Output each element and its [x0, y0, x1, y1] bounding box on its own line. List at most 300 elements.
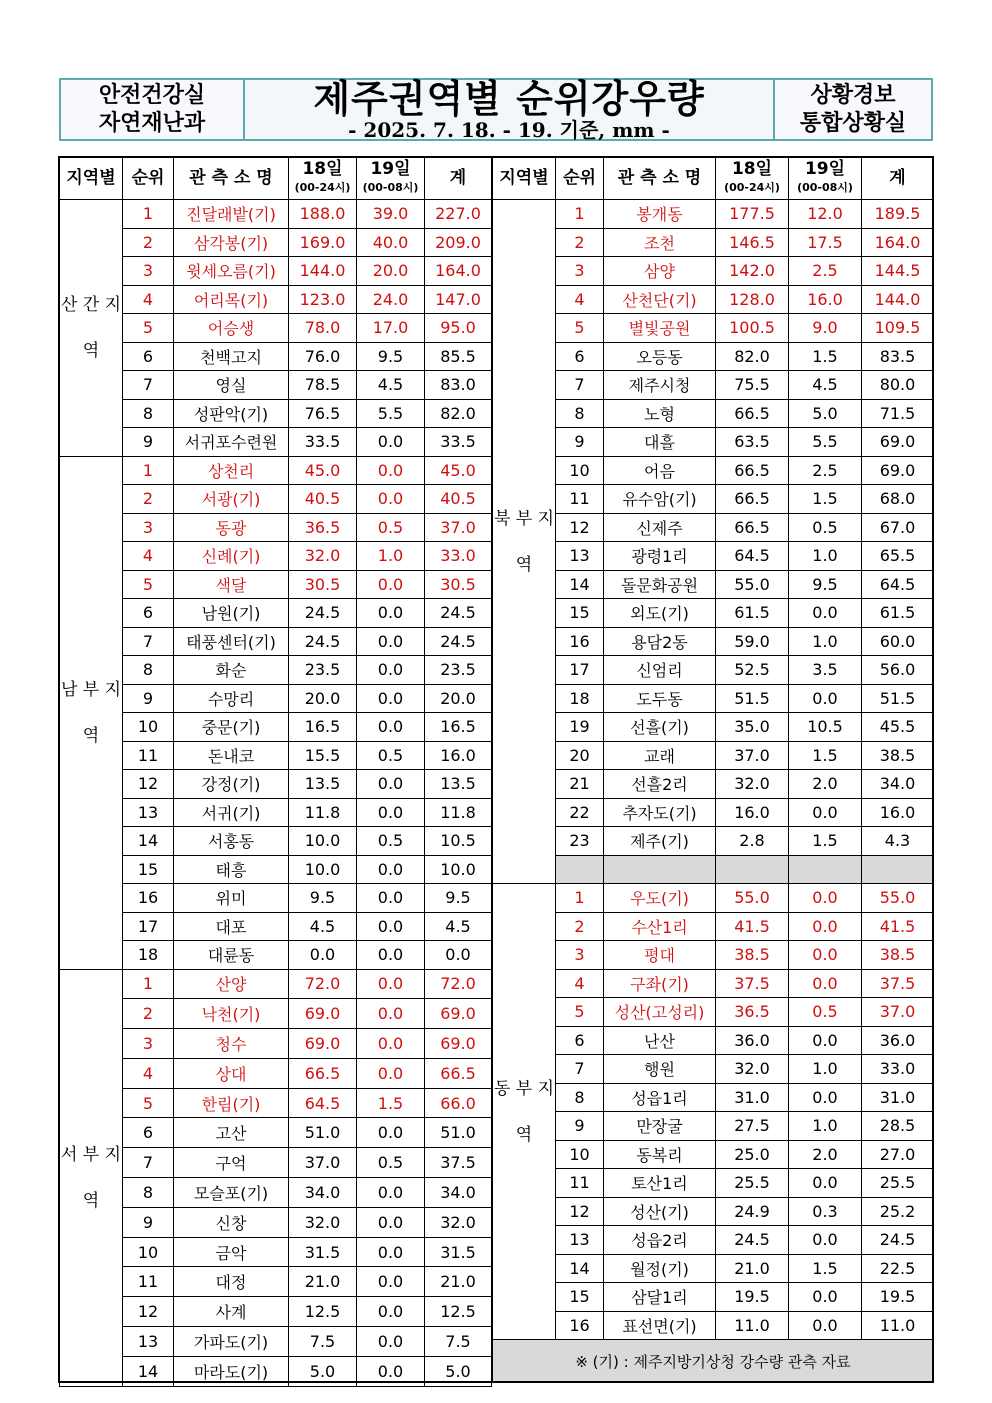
region-label: 북 부 지 역 [493, 200, 556, 884]
table-row [60, 1029, 492, 1059]
station-name: 서홍동 [174, 827, 289, 856]
rain-day19: 0.0 [789, 1026, 862, 1055]
rain-total: 24.5 [862, 1226, 934, 1255]
rain-day18: 64.5 [289, 1088, 357, 1118]
rank-cell: 17 [123, 912, 174, 941]
rain-day19: 0.0 [357, 941, 425, 970]
rain-day18: 9.5 [289, 884, 357, 913]
region-label: 남 부 지 역 [60, 456, 123, 969]
rain-day19: 9.5 [357, 342, 425, 371]
station-name: 돈내코 [174, 741, 289, 770]
rank-cell: 16 [556, 627, 604, 656]
department-line1: 안전건강실 [98, 82, 206, 108]
rain-total: 37.0 [862, 998, 934, 1027]
station-name: 성산(고성리) [604, 998, 716, 1027]
rain-day18: 7.5 [289, 1327, 357, 1357]
rank-cell: 6 [123, 599, 174, 628]
rain-total: 51.5 [862, 684, 934, 713]
col-day19: 19일 (00-08시) [789, 158, 862, 200]
rain-day19: 12.0 [789, 200, 862, 229]
rain-day18: 32.0 [289, 1207, 357, 1237]
rank-cell: 11 [123, 1267, 174, 1297]
report-header [59, 78, 933, 141]
table-row [493, 798, 934, 827]
rain-day18: 19.5 [716, 1283, 789, 1312]
table-row [493, 1140, 934, 1169]
rain-day18: 36.5 [289, 513, 357, 542]
rank-cell: 1 [556, 884, 604, 913]
rain-total: 95.0 [425, 314, 492, 343]
table-row [60, 200, 492, 229]
rain-total: 4.5 [425, 912, 492, 941]
table-row [60, 485, 492, 514]
rain-day19: 0.5 [357, 513, 425, 542]
station-name: 상천리 [174, 456, 289, 485]
table-row [493, 1226, 934, 1255]
rain-total: 31.0 [862, 1083, 934, 1112]
rank-cell: 1 [123, 456, 174, 485]
station-name: 색달 [174, 570, 289, 599]
rain-total: 25.5 [862, 1169, 934, 1198]
rain-day18: 24.5 [289, 599, 357, 628]
rain-day19: 20.0 [357, 257, 425, 286]
table-row [60, 912, 492, 941]
table-row [60, 285, 492, 314]
table-row [60, 599, 492, 628]
rank-cell: 5 [556, 314, 604, 343]
rain-total: 68.0 [862, 485, 934, 514]
rain-day19: 0.0 [357, 1356, 425, 1386]
rank-cell: 5 [123, 1088, 174, 1118]
station-name: 성읍1리 [604, 1083, 716, 1112]
table-row [493, 1112, 934, 1141]
table-row [60, 1088, 492, 1118]
empty-cell [862, 855, 934, 884]
left-rainfall-table [59, 157, 492, 1387]
rank-cell: 15 [556, 1283, 604, 1312]
table-row [493, 969, 934, 998]
rain-total: 45.5 [862, 713, 934, 742]
table-row [60, 684, 492, 713]
rain-day18: 35.0 [716, 713, 789, 742]
footnote-row [493, 1340, 934, 1383]
table-row [60, 570, 492, 599]
rain-day18: 55.0 [716, 884, 789, 913]
rain-day19: 0.0 [357, 1029, 425, 1059]
rain-day18: 11.8 [289, 798, 357, 827]
rain-day18: 32.0 [716, 1055, 789, 1084]
rain-day18: 4.5 [289, 912, 357, 941]
rank-cell: 4 [556, 969, 604, 998]
station-name: 행원 [604, 1055, 716, 1084]
station-name: 영실 [174, 371, 289, 400]
department-line2: 자연재난과 [98, 110, 206, 136]
col-day18: 18일 (00-24시) [716, 158, 789, 200]
rank-cell: 2 [556, 228, 604, 257]
rank-cell: 22 [556, 798, 604, 827]
rank-cell: 12 [556, 1197, 604, 1226]
table-row [60, 428, 492, 457]
rain-day18: 52.5 [716, 656, 789, 685]
rank-cell: 11 [556, 485, 604, 514]
report-title: 제주권역별 순위강우량 [313, 76, 705, 121]
col-station: 관 측 소 명 [604, 158, 716, 200]
rank-cell: 7 [556, 371, 604, 400]
table-row [493, 713, 934, 742]
station-name: 어음 [604, 456, 716, 485]
rain-day18: 25.0 [716, 1140, 789, 1169]
station-name: 삼각봉(기) [174, 228, 289, 257]
header-title-block [243, 76, 775, 142]
rain-total: 85.5 [425, 342, 492, 371]
station-name: 동광 [174, 513, 289, 542]
empty-cell [789, 855, 862, 884]
rain-total: 19.5 [862, 1283, 934, 1312]
rain-day19: 1.0 [357, 542, 425, 571]
rank-cell: 3 [123, 1029, 174, 1059]
station-name: 금악 [174, 1237, 289, 1267]
table-row [493, 1055, 934, 1084]
col-station: 관 측 소 명 [174, 158, 289, 200]
rain-day18: 5.0 [289, 1356, 357, 1386]
rain-day19: 2.0 [789, 1140, 862, 1169]
rank-cell: 18 [123, 941, 174, 970]
station-name: 성읍2리 [604, 1226, 716, 1255]
rain-day18: 0.0 [289, 941, 357, 970]
rank-cell: 7 [123, 627, 174, 656]
rain-day19: 1.5 [789, 342, 862, 371]
rain-total: 227.0 [425, 200, 492, 229]
rain-day19: 0.0 [357, 1178, 425, 1208]
station-name: 제주시청 [604, 371, 716, 400]
rain-day18: 59.0 [716, 627, 789, 656]
rank-cell: 4 [123, 542, 174, 571]
rank-cell: 12 [556, 513, 604, 542]
rank-cell: 1 [556, 200, 604, 229]
rain-day18: 128.0 [716, 285, 789, 314]
rank-cell: 12 [123, 1297, 174, 1327]
rain-total: 34.0 [425, 1178, 492, 1208]
rain-day19: 0.5 [357, 741, 425, 770]
station-name: 평대 [604, 941, 716, 970]
empty-cell [556, 855, 604, 884]
rain-day18: 51.0 [289, 1118, 357, 1148]
rank-cell: 3 [123, 513, 174, 542]
station-name: 봉개동 [604, 200, 716, 229]
rain-day18: 142.0 [716, 257, 789, 286]
rain-total: 37.5 [862, 969, 934, 998]
rain-total: 24.5 [425, 627, 492, 656]
rain-day19: 1.0 [789, 542, 862, 571]
rain-day18: 33.5 [289, 428, 357, 457]
rain-day18: 40.5 [289, 485, 357, 514]
station-name: 남원(기) [174, 599, 289, 628]
table-row [60, 1356, 492, 1386]
rain-day19: 9.5 [789, 570, 862, 599]
rain-total: 144.0 [862, 285, 934, 314]
rain-total: 37.0 [425, 513, 492, 542]
table-row [60, 456, 492, 485]
rank-cell: 13 [556, 1226, 604, 1255]
station-name: 수산1리 [604, 912, 716, 941]
station-name: 대정 [174, 1267, 289, 1297]
rain-day18: 61.5 [716, 599, 789, 628]
station-name: 추자도(기) [604, 798, 716, 827]
table-row [493, 627, 934, 656]
station-name: 어리목(기) [174, 285, 289, 314]
rank-cell: 3 [556, 941, 604, 970]
station-name: 선흘2리 [604, 770, 716, 799]
station-name: 교래 [604, 741, 716, 770]
rain-day18: 69.0 [289, 999, 357, 1029]
rain-total: 21.0 [425, 1267, 492, 1297]
table-row [60, 228, 492, 257]
table-row [493, 1026, 934, 1055]
table-row [60, 399, 492, 428]
rain-day18: 76.0 [289, 342, 357, 371]
rain-total: 66.0 [425, 1088, 492, 1118]
rain-total: 23.5 [425, 656, 492, 685]
rain-day18: 24.5 [289, 627, 357, 656]
rain-day18: 37.0 [716, 741, 789, 770]
rain-total: 7.5 [425, 1327, 492, 1357]
station-name: 산천단(기) [604, 285, 716, 314]
rain-day18: 31.0 [716, 1083, 789, 1112]
table-row [493, 770, 934, 799]
station-name: 청수 [174, 1029, 289, 1059]
station-name: 성산(기) [604, 1197, 716, 1226]
rain-day19: 0.0 [789, 941, 862, 970]
rank-cell: 13 [123, 1327, 174, 1357]
rain-day19: 0.0 [357, 1058, 425, 1088]
rank-cell: 23 [556, 827, 604, 856]
table-row [493, 912, 934, 941]
rain-total: 69.0 [862, 428, 934, 457]
office-line2: 통합상황실 [799, 110, 907, 136]
station-name: 서귀(기) [174, 798, 289, 827]
rank-cell: 10 [556, 1140, 604, 1169]
rank-cell: 9 [556, 428, 604, 457]
station-name: 강정(기) [174, 770, 289, 799]
rain-total: 20.0 [425, 684, 492, 713]
footnote: ※ (기) : 제주지방기상청 강수량 관측 자료 [493, 1340, 934, 1383]
rain-day18: 38.5 [716, 941, 789, 970]
rain-total: 69.0 [862, 456, 934, 485]
report-subtitle: - 2025. 7. 18. - 19. 기준, mm - [348, 117, 670, 142]
table-row [60, 1297, 492, 1327]
table-row [493, 342, 934, 371]
station-name: 만장굴 [604, 1112, 716, 1141]
rain-day18: 20.0 [289, 684, 357, 713]
rain-day18: 188.0 [289, 200, 357, 229]
rank-cell: 14 [123, 827, 174, 856]
rank-cell: 3 [123, 257, 174, 286]
rain-total: 67.0 [862, 513, 934, 542]
rain-day18: 51.5 [716, 684, 789, 713]
rain-day19: 0.5 [357, 1148, 425, 1178]
rain-total: 66.5 [425, 1058, 492, 1088]
rain-day19: 0.0 [789, 884, 862, 913]
rain-total: 72.0 [425, 969, 492, 999]
rain-total: 83.0 [425, 371, 492, 400]
table-row [60, 513, 492, 542]
rank-cell: 12 [123, 770, 174, 799]
rain-day19: 5.5 [357, 399, 425, 428]
rain-total: 10.5 [425, 827, 492, 856]
rain-day18: 24.5 [716, 1226, 789, 1255]
region-label: 동 부 지 역 [493, 884, 556, 1340]
rain-day18: 66.5 [716, 456, 789, 485]
col-total: 계 [862, 158, 934, 200]
station-name: 구좌(기) [604, 969, 716, 998]
station-name: 신창 [174, 1207, 289, 1237]
station-name: 위미 [174, 884, 289, 913]
rank-cell: 2 [123, 999, 174, 1029]
rank-cell: 1 [123, 969, 174, 999]
table-row [493, 485, 934, 514]
rain-total: 45.0 [425, 456, 492, 485]
station-name: 대포 [174, 912, 289, 941]
rain-day19: 17.0 [357, 314, 425, 343]
station-name: 삼양 [604, 257, 716, 286]
table-row [60, 1118, 492, 1148]
rank-cell: 18 [556, 684, 604, 713]
rain-total: 22.5 [862, 1254, 934, 1283]
rain-day19: 16.0 [789, 285, 862, 314]
station-name: 조천 [604, 228, 716, 257]
rain-day19: 0.0 [357, 570, 425, 599]
rank-cell: 2 [123, 228, 174, 257]
rain-day18: 15.5 [289, 741, 357, 770]
rain-total: 30.5 [425, 570, 492, 599]
rank-cell: 7 [556, 1055, 604, 1084]
rain-total: 11.8 [425, 798, 492, 827]
rain-day19: 0.0 [357, 999, 425, 1029]
rain-day19: 4.5 [789, 371, 862, 400]
rank-cell: 2 [556, 912, 604, 941]
station-name: 삼달1리 [604, 1283, 716, 1312]
rank-cell: 9 [556, 1112, 604, 1141]
rain-day18: 27.5 [716, 1112, 789, 1141]
rain-day19: 0.0 [357, 969, 425, 999]
rank-cell: 10 [556, 456, 604, 485]
rain-day19: 0.0 [357, 884, 425, 913]
table-row [493, 884, 934, 913]
table-row [493, 371, 934, 400]
rain-day18: 2.8 [716, 827, 789, 856]
rain-day19: 1.5 [789, 741, 862, 770]
rain-total: 65.5 [862, 542, 934, 571]
rain-day19: 0.0 [357, 684, 425, 713]
rain-total: 56.0 [862, 656, 934, 685]
col-region: 지역별 [60, 158, 123, 200]
station-name: 신엄리 [604, 656, 716, 685]
rain-day19: 0.0 [357, 1237, 425, 1267]
rank-cell: 8 [556, 1083, 604, 1112]
rain-total: 13.5 [425, 770, 492, 799]
rain-day19: 0.3 [789, 1197, 862, 1226]
station-name: 수망리 [174, 684, 289, 713]
station-name: 우도(기) [604, 884, 716, 913]
station-name: 사계 [174, 1297, 289, 1327]
station-name: 난산 [604, 1026, 716, 1055]
rain-day18: 177.5 [716, 200, 789, 229]
table-row [493, 456, 934, 485]
rain-total: 32.0 [425, 1207, 492, 1237]
rain-day18: 30.5 [289, 570, 357, 599]
station-name: 어승생 [174, 314, 289, 343]
station-name: 진달래밭(기) [174, 200, 289, 229]
rank-cell: 8 [123, 656, 174, 685]
rain-total: 0.0 [425, 941, 492, 970]
table-row [493, 827, 934, 856]
table-row [60, 770, 492, 799]
rain-total: 83.5 [862, 342, 934, 371]
rain-day19: 0.0 [357, 912, 425, 941]
rain-total: 5.0 [425, 1356, 492, 1386]
rank-cell: 6 [123, 1118, 174, 1148]
table-row [60, 1148, 492, 1178]
rain-day19: 2.5 [789, 257, 862, 286]
rain-total: 25.2 [862, 1197, 934, 1226]
rain-day19: 0.0 [357, 713, 425, 742]
rain-day19: 0.5 [357, 827, 425, 856]
rain-day18: 32.0 [716, 770, 789, 799]
table-row [60, 1267, 492, 1297]
rain-day18: 82.0 [716, 342, 789, 371]
table-row [60, 941, 492, 970]
rank-cell: 8 [123, 1178, 174, 1208]
rain-day19: 0.0 [357, 1327, 425, 1357]
rain-day19: 0.0 [789, 912, 862, 941]
rain-day19: 24.0 [357, 285, 425, 314]
rain-day18: 66.5 [716, 485, 789, 514]
rain-total: 38.5 [862, 741, 934, 770]
rain-day19: 1.0 [789, 627, 862, 656]
rain-total: 33.0 [862, 1055, 934, 1084]
station-name: 중문(기) [174, 713, 289, 742]
rain-day19: 1.5 [789, 485, 862, 514]
rain-day19: 10.5 [789, 713, 862, 742]
station-name: 구억 [174, 1148, 289, 1178]
rank-cell: 14 [123, 1356, 174, 1386]
rain-day19: 1.5 [357, 1088, 425, 1118]
table-row [493, 257, 934, 286]
rain-day19: 0.0 [357, 1267, 425, 1297]
station-name: 대륜동 [174, 941, 289, 970]
rain-day19: 0.0 [357, 456, 425, 485]
rain-day18: 36.5 [716, 998, 789, 1027]
rain-day19: 1.5 [789, 827, 862, 856]
rain-day19: 0.0 [789, 1283, 862, 1312]
rain-day19: 0.0 [789, 684, 862, 713]
col-rank: 순위 [123, 158, 174, 200]
station-name: 돌문화공원 [604, 570, 716, 599]
rain-day18: 16.5 [289, 713, 357, 742]
station-name: 표선면(기) [604, 1311, 716, 1340]
rain-day18: 76.5 [289, 399, 357, 428]
station-name: 낙천(기) [174, 999, 289, 1029]
rank-cell: 13 [123, 798, 174, 827]
table-row [493, 228, 934, 257]
table-row [493, 542, 934, 571]
rain-day18: 69.0 [289, 1029, 357, 1059]
table-row [60, 798, 492, 827]
rain-day18: 21.0 [716, 1254, 789, 1283]
rain-day18: 12.5 [289, 1297, 357, 1327]
rain-total: 109.5 [862, 314, 934, 343]
rain-day19: 0.5 [789, 998, 862, 1027]
